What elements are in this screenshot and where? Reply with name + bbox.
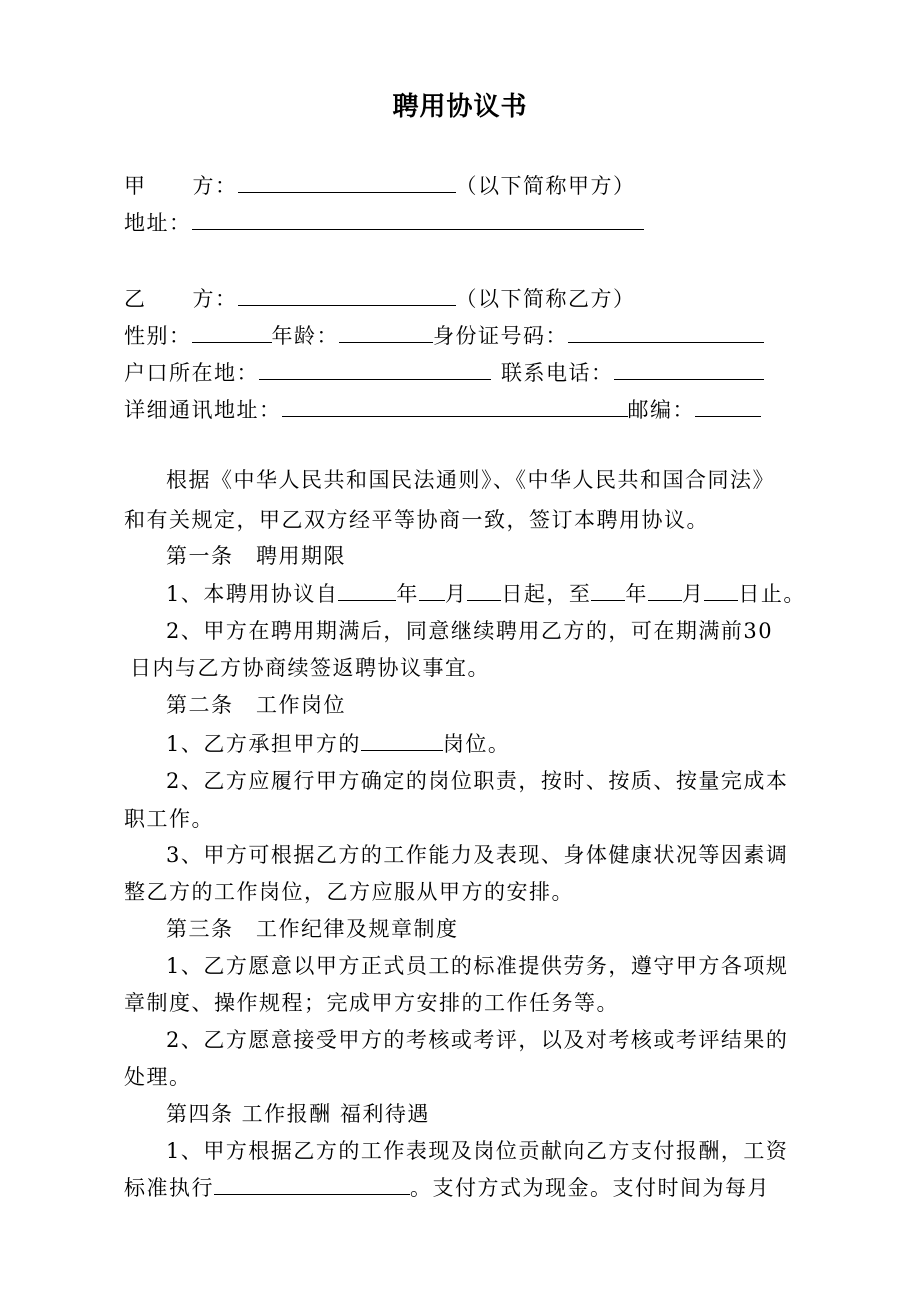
age-field[interactable]: [339, 320, 433, 343]
end-year-field[interactable]: [591, 578, 625, 601]
article-3-p1-line-1: 1、乙方愿意以甲方正式员工的标准提供劳务，遵守甲方各项规: [166, 954, 789, 978]
position-text: 1、乙方承担甲方的: [166, 732, 361, 756]
hukou-field[interactable]: [259, 357, 491, 380]
article-3-p2-line-2: 处理。: [124, 1065, 192, 1089]
term-start-text: 1、本聘用协议自: [166, 582, 339, 606]
year-label: 年: [625, 582, 648, 606]
phone-label: 联系电话：: [501, 361, 614, 385]
id-number-field[interactable]: [568, 320, 764, 343]
day-end-label: 日止。: [738, 582, 806, 606]
article-1-p2-line-2: 日内与乙方协商续签返聘协议事宜。: [130, 656, 490, 680]
month-label: 月: [444, 582, 468, 606]
mail-address-label: 详细通讯地址：: [124, 398, 282, 422]
age-label: 年龄：: [271, 324, 339, 348]
article-4-heading: 第四条 工作报酬 福利待遇: [166, 1102, 430, 1126]
party-b-suffix: （以下简称乙方）: [455, 287, 636, 311]
day-label: 日起，至: [501, 582, 592, 606]
document-title: 聘用协议书: [392, 92, 528, 122]
month-label: 月: [681, 582, 705, 606]
party-b-line: [124, 283, 636, 314]
article-2-heading: 第二条 工作岗位: [166, 693, 346, 717]
hukou-label: 户口所在地：: [124, 361, 259, 385]
postcode-field[interactable]: [695, 394, 761, 417]
article-2-p2-line-1: 2、乙方应履行甲方确定的岗位职责，按时、按质、按量完成本: [166, 769, 789, 793]
article-4-p1-line-2: [124, 1172, 770, 1203]
intro-line-2: 和有关规定，甲乙双方经平等协商一致，签订本聘用协议。: [124, 508, 709, 532]
article-4-p1-line-1: 1、甲方根据乙方的工作表现及岗位贡献向乙方支付报酬，工资: [166, 1139, 789, 1163]
party-b-label-1: 乙: [124, 287, 147, 311]
start-year-field[interactable]: [338, 578, 396, 601]
article-2-p3-line-1: 3、甲方可根据乙方的工作能力及表现、身体健康状况等因素调: [166, 843, 789, 867]
year-label: 年: [396, 582, 419, 606]
mail-address-field[interactable]: [282, 394, 628, 417]
start-day-field[interactable]: [467, 578, 501, 601]
party-a-name-field[interactable]: [238, 170, 456, 193]
party-b-name-field[interactable]: [238, 283, 456, 306]
position-suffix: 岗位。: [442, 732, 511, 756]
article-1-term-line: [166, 578, 806, 609]
article-2-p1: [166, 728, 510, 759]
party-a-label-1: 甲: [124, 174, 147, 198]
payment-method-text: 。支付方式为现金。支付时间为每月: [410, 1176, 770, 1200]
article-3-p2-line-1: 2、乙方愿意接受甲方的考核或考评，以及对考核或考评结果的: [166, 1028, 789, 1052]
start-month-field[interactable]: [419, 578, 445, 601]
party-a-suffix: （以下简称甲方）: [455, 174, 636, 198]
phone-field[interactable]: [614, 357, 764, 380]
article-3-heading: 第三条 工作纪律及规章制度: [166, 917, 459, 941]
gender-field[interactable]: [192, 320, 272, 343]
party-b-address-line: [124, 394, 761, 425]
article-2-p3-line-2: 整乙方的工作岗位，乙方应服从甲方的安排。: [124, 880, 574, 904]
party-a-line: [124, 170, 636, 201]
postcode-label: 邮编：: [627, 398, 695, 422]
intro-line-1: 根据《中华人民共和国民法通则》、《中华人民共和国合同法》: [166, 468, 775, 492]
article-2-p2-line-2: 职工作。: [124, 807, 214, 831]
party-b-hukou-line: [124, 357, 764, 388]
salary-standard-field[interactable]: [214, 1172, 410, 1195]
party-a-address-label: 地址：: [124, 211, 192, 235]
end-day-field[interactable]: [704, 578, 738, 601]
id-number-label: 身份证号码：: [433, 324, 568, 348]
article-3-p1-line-2: 章制度、操作规程；完成甲方安排的工作任务等。: [124, 991, 619, 1015]
position-field[interactable]: [361, 728, 443, 751]
party-a-address-line: [124, 207, 644, 238]
article-1-heading: 第一条 聘用期限: [166, 544, 346, 568]
salary-standard-text: 标准执行: [124, 1176, 214, 1200]
article-1-p2-line-1: 2、甲方在聘用期满后，同意继续聘用乙方的，可在期满前30: [166, 619, 774, 643]
gender-label: 性别：: [124, 324, 192, 348]
party-a-address-field[interactable]: [192, 207, 644, 230]
party-a-label-2: 方：: [192, 174, 238, 198]
party-b-label-2: 方：: [192, 287, 238, 311]
party-b-info-line: [124, 320, 764, 351]
end-month-field[interactable]: [648, 578, 682, 601]
